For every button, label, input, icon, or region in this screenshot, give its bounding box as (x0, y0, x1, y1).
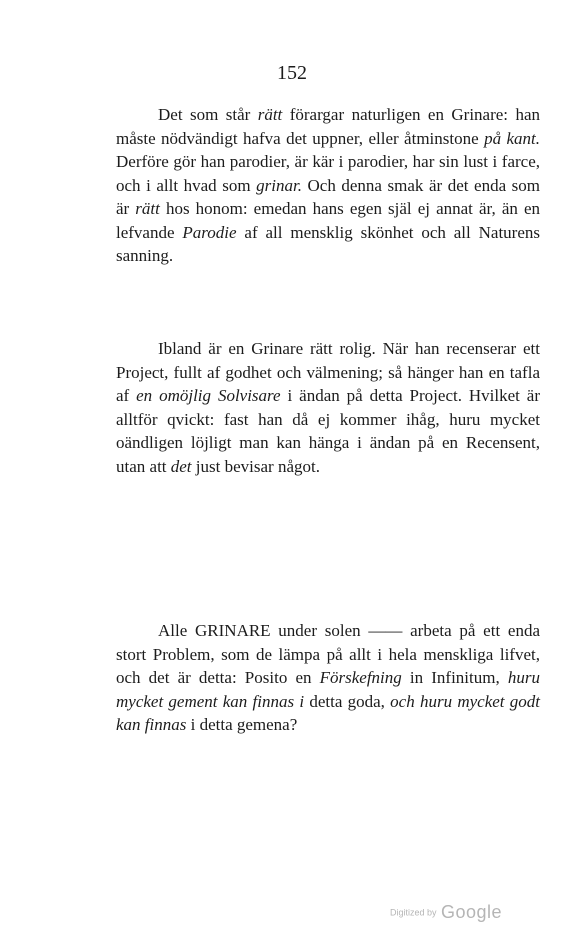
text-run: in Infinitum, (401, 668, 508, 687)
text-run: Det som står (158, 105, 258, 124)
paragraph-3 (116, 619, 540, 737)
watermark-prefix: Digitized by (389, 907, 437, 918)
text-run: just bevisar något. (191, 456, 320, 476)
text-run: detta goda, (304, 691, 391, 711)
google-logo: Google (440, 902, 502, 922)
paragraph-text (116, 619, 540, 737)
italic-text: rätt (257, 105, 283, 124)
italic-text: det (170, 456, 192, 476)
italic-text: grinar. (256, 175, 302, 195)
italic-text: och huru mycket godt kan finnas (116, 691, 540, 734)
italic-text: en omöjlig Solvisare (136, 386, 281, 405)
digitized-by-google-watermark (390, 902, 502, 923)
text-run: Och denna smak är det enda som är (116, 175, 541, 218)
paragraph-2 (116, 337, 540, 478)
italic-text: Förskefning (319, 668, 402, 687)
paragraph-text (116, 337, 540, 478)
italic-text: rätt (135, 199, 160, 218)
text-run: förargar naturligen en Grinare: han måste nödvändigt hafva det uppner, eller åtminstone (116, 105, 540, 148)
italic-text: huru mycket gement kan finnas i (116, 668, 540, 711)
paragraph-1 (116, 103, 540, 268)
text-run: Derföre gör han parodier, är kär i parodier, har sin lust i farce, och i allt hvad som (116, 152, 540, 195)
italic-text: på kant. (484, 128, 540, 148)
page-number: 152 (277, 62, 307, 84)
text-run: Ibland är en Grinare rätt rolig. När han recenserar ett Project, fullt af godhet och välmening; så hänger han en tafla af (116, 339, 540, 405)
paragraph-text (116, 103, 540, 268)
italic-text: Parodie (182, 222, 237, 242)
text-run: i detta gemena? (186, 715, 298, 734)
text-run: i ändan på detta Project. Hvilket är alltför qvickt: fast han då ej kommer ihåg, huru mycket oändligen löjligt man kan hänga i ändan på en Recensent, utan att (116, 386, 540, 476)
text-run: af all mensklig skönhet och all Naturens sanning. (116, 222, 540, 265)
text-run: hos honom: emedan hans egen själ ej annat är, än en lefvande (116, 199, 540, 242)
text-run: Alle GRINARE under solen —— arbeta på ett enda stort Problem, som de lämpa på allt i hela menskliga lifvet, och det är detta: Posito en (116, 621, 540, 687)
